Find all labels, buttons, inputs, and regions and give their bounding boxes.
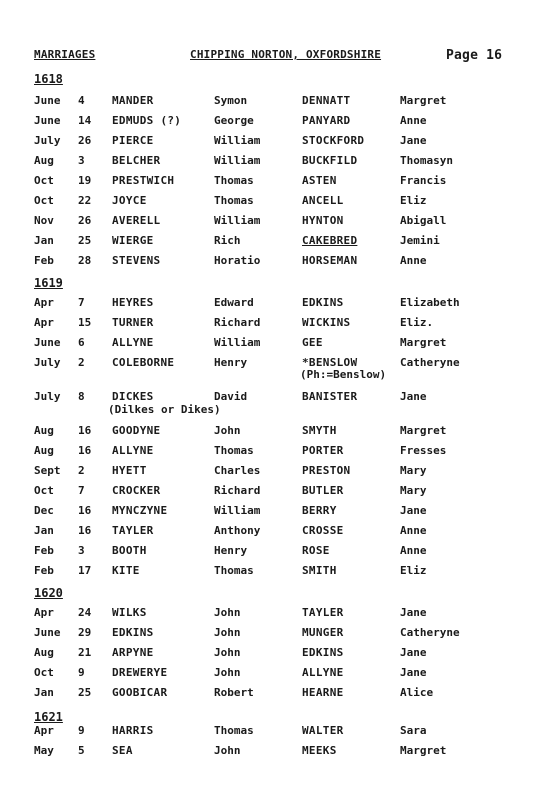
- bride-surname: PRESTON: [302, 464, 351, 477]
- groom-surname: DICKES: [112, 390, 154, 403]
- groom-surname: WIERGE: [112, 234, 154, 247]
- bride-surname: EDKINS: [302, 296, 344, 309]
- marriage-entry: Feb 17 KITE Thomas SMITH Eliz: [34, 564, 427, 577]
- groom-surname: TAYLER: [112, 524, 154, 537]
- groom-surname: SEA: [112, 744, 133, 757]
- bride-surname: PORTER: [302, 444, 344, 457]
- bride-surname: SMYTH: [302, 424, 337, 437]
- groom-first-name: Horatio: [214, 254, 261, 267]
- marriage-entry: Apr 24 WILKS John TAYLER Jane: [34, 606, 427, 619]
- groom-surname: JOYCE: [112, 194, 147, 207]
- bride-first-name: Alice: [400, 686, 434, 699]
- bride-first-name: Abigall: [400, 214, 447, 227]
- bride-surname: HYNTON: [302, 214, 344, 227]
- bride-first-name: Anne: [400, 254, 427, 267]
- groom-surname: CROCKER: [112, 484, 161, 497]
- bride-surname: ALLYNE: [302, 666, 344, 679]
- groom-surname: ALLYNE: [112, 336, 154, 349]
- bride-first-name: Jane: [400, 646, 427, 659]
- groom-surname: PRESTWICH: [112, 174, 175, 187]
- bride-surname: MEEKS: [302, 744, 337, 757]
- bride-first-name: Anne: [400, 114, 427, 127]
- marriage-entry: June 14 EDMUDS (?) George PANYARD Anne: [34, 114, 427, 127]
- marriage-entry: Aug 21 ARPYNE John EDKINS Jane: [34, 646, 427, 659]
- bride-surname: MUNGER: [302, 626, 344, 639]
- marriage-entry: Apr 15 TURNER Richard WICKINS Eliz.: [34, 316, 434, 329]
- groom-surname: STEVENS: [112, 254, 161, 267]
- groom-first-name: Richard: [214, 484, 261, 497]
- groom-surname: EDMUDS (?): [112, 114, 182, 127]
- year-heading: 1620: [34, 586, 63, 600]
- marriage-entry: July 2 COLEBORNE Henry *BENSLOW Catheryne: [34, 356, 460, 369]
- groom-first-name: John: [214, 626, 241, 639]
- page-number: Page 16: [446, 48, 503, 63]
- marriage-entry: Sept 2 HYETT Charles PRESTON Mary: [34, 464, 427, 477]
- marriage-entry: July 26 PIERCE William STOCKFORD Jane: [34, 134, 427, 147]
- marriage-entry: Aug 16 ALLYNE Thomas PORTER Fresses: [34, 444, 447, 457]
- bride-first-name: Catheryne: [400, 626, 460, 639]
- bride-first-name: Fresses: [400, 444, 447, 457]
- bride-surname: TAYLER: [302, 606, 344, 619]
- marriage-entry: June 6 ALLYNE William GEE Margret: [34, 336, 447, 349]
- marriage-entry: Oct 22 JOYCE Thomas ANCELL Eliz: [34, 194, 427, 207]
- groom-surname: HARRIS: [112, 724, 154, 737]
- marriage-entry: July 8 DICKES David BANISTER Jane: [34, 390, 427, 403]
- groom-first-name: Symon: [214, 94, 248, 107]
- marriage-entry: Aug 3 BELCHER William BUCKFILD Thomasyn: [34, 154, 453, 167]
- groom-surname: WILKS: [112, 606, 147, 619]
- groom-first-name: Thomas: [214, 564, 254, 577]
- groom-surname: BELCHER: [112, 154, 161, 167]
- bride-first-name: Anne: [400, 524, 427, 537]
- year-heading: 1618: [34, 72, 63, 86]
- variant-spelling-note: (Dilkes or Dikes): [108, 403, 221, 416]
- marriage-entry: June 4 MANDER Symon DENNATT Margret: [34, 94, 447, 107]
- bride-first-name: Jemini: [400, 234, 440, 247]
- bride-surname: PANYARD: [302, 114, 351, 127]
- groom-first-name: Thomas: [214, 724, 254, 737]
- groom-first-name: Edward: [214, 296, 254, 309]
- groom-surname: ARPYNE: [112, 646, 154, 659]
- year-heading: 1621: [34, 710, 63, 724]
- bride-first-name: Eliz: [400, 194, 427, 207]
- groom-surname: HEYRES: [112, 296, 154, 309]
- groom-first-name: Thomas: [214, 444, 254, 457]
- groom-first-name: Robert: [214, 686, 254, 699]
- groom-first-name: John: [214, 744, 241, 757]
- variant-spelling-note: (Ph:=Benslow): [300, 368, 387, 381]
- bride-first-name: Mary: [400, 484, 427, 497]
- bride-first-name: Jane: [400, 134, 427, 147]
- groom-first-name: John: [214, 606, 241, 619]
- marriage-entry: Jan 25 GOOBICAR Robert HEARNE Alice: [34, 686, 434, 699]
- groom-surname: ALLYNE: [112, 444, 154, 457]
- bride-first-name: Margret: [400, 424, 447, 437]
- bride-surname: WALTER: [302, 724, 344, 737]
- year-heading: 1619: [34, 276, 63, 290]
- bride-first-name: Jane: [400, 666, 427, 679]
- bride-surname: SMITH: [302, 564, 337, 577]
- bride-first-name: Sara: [400, 724, 427, 737]
- bride-first-name: Margret: [400, 94, 447, 107]
- place-title: CHIPPING NORTON, OXFORDSHIRE: [190, 48, 382, 61]
- bride-first-name: Jane: [400, 504, 427, 517]
- groom-first-name: Charles: [214, 464, 261, 477]
- bride-first-name: Elizabeth: [400, 296, 460, 309]
- bride-surname: STOCKFORD: [302, 134, 365, 147]
- bride-surname: BANISTER: [302, 390, 358, 403]
- groom-surname: DREWERYE: [112, 666, 168, 679]
- groom-first-name: William: [214, 214, 261, 227]
- groom-first-name: Henry: [214, 356, 248, 369]
- groom-surname: COLEBORNE: [112, 356, 175, 369]
- marriage-entry: Apr 9 HARRIS Thomas WALTER Sara: [34, 724, 427, 737]
- groom-first-name: Thomas: [214, 174, 254, 187]
- groom-first-name: Henry: [214, 544, 248, 557]
- bride-first-name: Anne: [400, 544, 427, 557]
- marriage-entry: Feb 3 BOOTH Henry ROSE Anne: [34, 544, 427, 557]
- groom-surname: HYETT: [112, 464, 147, 477]
- marriage-entry: June 29 EDKINS John MUNGER Catheryne: [34, 626, 460, 639]
- groom-surname: AVERELL: [112, 214, 161, 227]
- bride-first-name: Eliz.: [400, 316, 434, 329]
- marriage-entry: Nov 26 AVERELL William HYNTON Abigall: [34, 214, 447, 227]
- section-title: MARRIAGES: [34, 48, 96, 61]
- groom-surname: EDKINS: [112, 626, 154, 639]
- marriage-entry: Jan 16 TAYLER Anthony CROSSE Anne: [34, 524, 427, 537]
- bride-surname: EDKINS: [302, 646, 344, 659]
- groom-surname: PIERCE: [112, 134, 154, 147]
- bride-surname: ANCELL: [302, 194, 344, 207]
- bride-first-name: Francis: [400, 174, 447, 187]
- groom-first-name: Thomas: [214, 194, 254, 207]
- bride-first-name: Jane: [400, 390, 427, 403]
- bride-surname: DENNATT: [302, 94, 351, 107]
- bride-first-name: Margret: [400, 336, 447, 349]
- bride-surname: BERRY: [302, 504, 337, 517]
- groom-first-name: John: [214, 424, 241, 437]
- bride-surname: HORSEMAN: [302, 254, 358, 267]
- groom-first-name: George: [214, 114, 254, 127]
- marriage-entry: Feb 28 STEVENS Horatio HORSEMAN Anne: [34, 254, 427, 267]
- groom-first-name: John: [214, 666, 241, 679]
- groom-first-name: John: [214, 646, 241, 659]
- bride-surname: HEARNE: [302, 686, 344, 699]
- marriage-entry: Dec 16 MYNCZYNE William BERRY Jane: [34, 504, 427, 517]
- marriage-entry: Aug 16 GOODYNE John SMYTH Margret: [34, 424, 447, 437]
- groom-first-name: William: [214, 154, 261, 167]
- bride-first-name: Eliz: [400, 564, 427, 577]
- bride-surname: WICKINS: [302, 316, 351, 329]
- marriage-entry: May 5 SEA John MEEKS Margret: [34, 744, 447, 757]
- marriage-entry: Oct 9 DREWERYE John ALLYNE Jane: [34, 666, 427, 679]
- bride-surname: GEE: [302, 336, 323, 349]
- groom-surname: KITE: [112, 564, 140, 577]
- groom-surname: MANDER: [112, 94, 154, 107]
- marriage-entry: Oct 7 CROCKER Richard BUTLER Mary: [34, 484, 427, 497]
- bride-surname: *BENSLOW: [302, 356, 358, 369]
- bride-surname: BUTLER: [302, 484, 344, 497]
- groom-surname: GOODYNE: [112, 424, 161, 437]
- bride-surname: CAKEBRED: [302, 234, 358, 247]
- groom-first-name: William: [214, 504, 261, 517]
- bride-first-name: Catheryne: [400, 356, 460, 369]
- groom-surname: BOOTH: [112, 544, 147, 557]
- groom-surname: TURNER: [112, 316, 154, 329]
- groom-first-name: Rich: [214, 234, 241, 247]
- marriage-entry: Apr 7 HEYRES Edward EDKINS Elizabeth: [34, 296, 460, 309]
- bride-first-name: Jane: [400, 606, 427, 619]
- bride-surname: ROSE: [302, 544, 330, 557]
- marriage-entry: Jan 25 WIERGE Rich CAKEBRED Jemini: [34, 234, 440, 247]
- groom-first-name: William: [214, 336, 261, 349]
- bride-surname: BUCKFILD: [302, 154, 358, 167]
- bride-surname: CROSSE: [302, 524, 344, 537]
- groom-surname: GOOBICAR: [112, 686, 168, 699]
- bride-first-name: Mary: [400, 464, 427, 477]
- groom-first-name: Richard: [214, 316, 261, 329]
- bride-first-name: Margret: [400, 744, 447, 757]
- bride-surname: ASTEN: [302, 174, 337, 187]
- groom-first-name: David: [214, 390, 248, 403]
- groom-first-name: William: [214, 134, 261, 147]
- bride-first-name: Thomasyn: [400, 154, 453, 167]
- groom-surname: MYNCZYNE: [112, 504, 168, 517]
- groom-first-name: Anthony: [214, 524, 261, 537]
- marriage-entry: Oct 19 PRESTWICH Thomas ASTEN Francis: [34, 174, 447, 187]
